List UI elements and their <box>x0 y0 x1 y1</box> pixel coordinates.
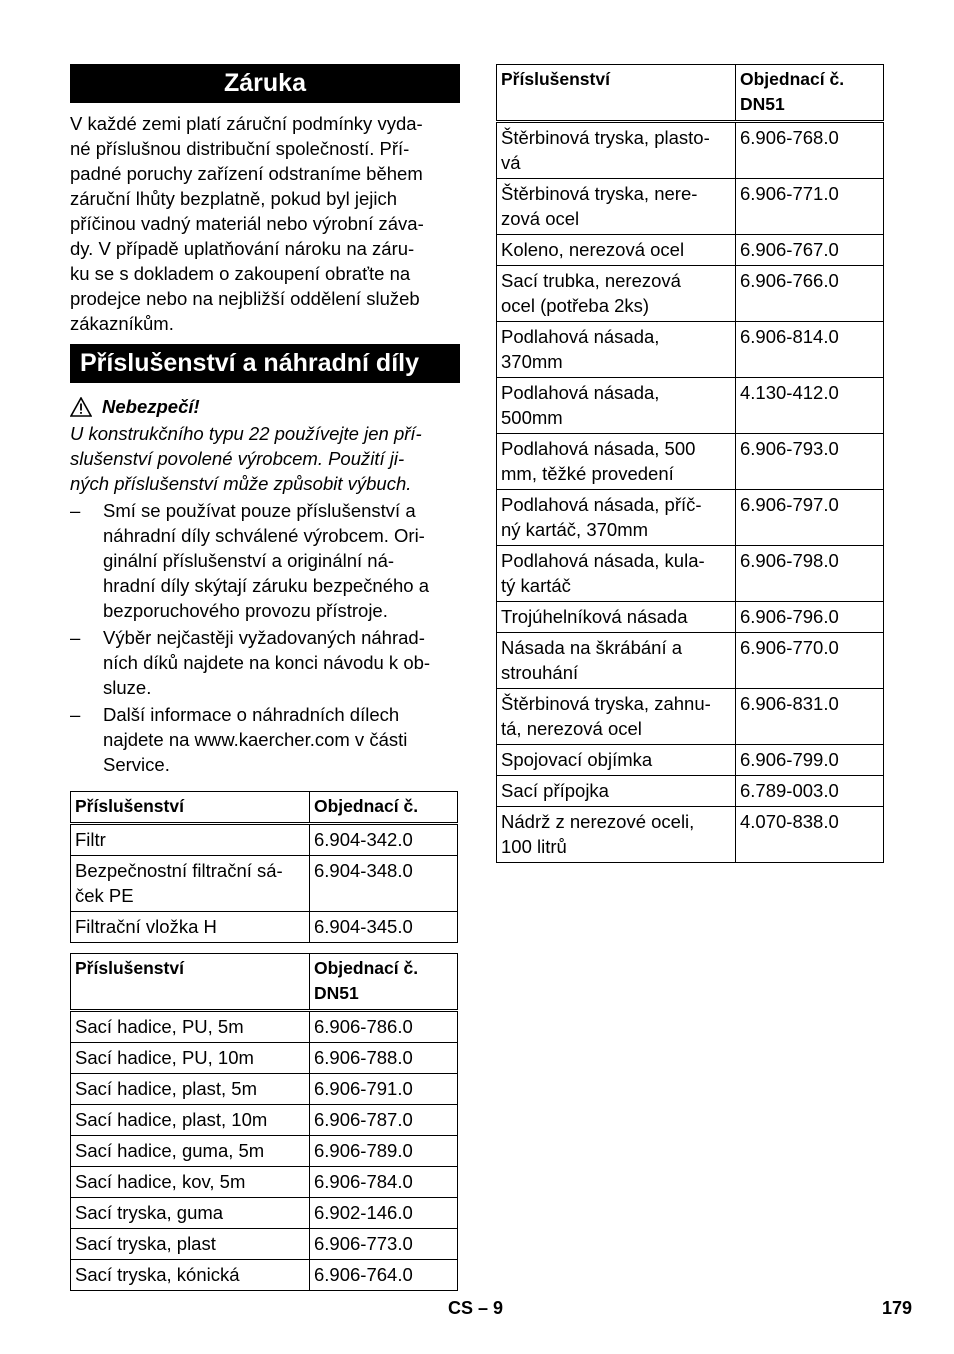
accessories-table-2 <box>70 953 458 1291</box>
list-item: – Smí se používat pouze příslušenství a náhradní díly schválené výrobcem. Ori- ginální příslušenství a originální ná- hradní díly skýtají záruku bezpečného a bezporuchového provozu přístroje. <box>70 500 429 621</box>
column-header-order-number: Objednací č. <box>310 792 458 824</box>
left-column <box>70 64 460 1291</box>
column-header-accessory: Příslušenství <box>71 792 310 824</box>
column-header-order-number: Objednací č. DN51 <box>310 954 458 1011</box>
danger-text: U konstrukčního typu 22 používejte jen pří- slušenství povolené výrobcem. Použití ji- ných příslušenství může způsobit výbuch. <box>70 423 422 494</box>
table-row: Sací trubka, nerezová ocel (potřeba 2ks) 6.906-766.0 <box>497 266 884 322</box>
table-row: Podlahová násada, kula- tý kartáč 6.906-798.0 <box>497 546 884 602</box>
table-row: Štěrbinová tryska, zahnu- tá, nerezová ocel 6.906-831.0 <box>497 689 884 745</box>
table-row: Podlahová násada, 500mm 4.130-412.0 <box>497 378 884 434</box>
accessories-table-1 <box>70 791 458 943</box>
table-row: Sací tryska, guma 6.902-146.0 <box>71 1198 458 1229</box>
table-row: Sací hadice, PU, 5m 6.906-786.0 <box>71 1011 458 1043</box>
table-row: Štěrbinová tryska, nere- zová ocel 6.906-771.0 <box>497 179 884 235</box>
table-header-row <box>497 65 884 122</box>
column-header-accessory: Příslušenství <box>497 65 736 122</box>
table-row: Spojovací objímka 6.906-799.0 <box>497 745 884 776</box>
list-item: – Další informace o náhradních dílech najdete na www.kaercher.com v části Service. <box>70 704 408 775</box>
table-row: Podlahová násada, 500 mm, těžké provedení 6.906-793.0 <box>497 434 884 490</box>
warranty-heading: Záruka <box>70 64 460 103</box>
table-row: Sací hadice, plast, 5m 6.906-791.0 <box>71 1074 458 1105</box>
table-header-row <box>71 792 458 824</box>
table-row: Filtr 6.904-342.0 <box>71 824 458 856</box>
table-row: Podlahová násada, příč- ný kartáč, 370mm 6.906-797.0 <box>497 490 884 546</box>
table-row: Koleno, nerezová ocel 6.906-767.0 <box>497 235 884 266</box>
footer-language-page: CS – 9 <box>448 1298 504 1318</box>
column-header-order-number: Objednací č. DN51 <box>736 65 884 122</box>
table-row: Bezpečnostní filtrační sá- ček PE 6.904-348.0 <box>71 856 458 912</box>
table-header-row <box>71 954 458 1011</box>
accessories-table-3 <box>496 64 884 863</box>
list-item: – Výběr nejčastěji vyžadovaných náhrad- ních díků najdete na konci návodu k ob- sluze. <box>70 627 431 698</box>
table-row: Sací tryska, plast 6.906-773.0 <box>71 1229 458 1260</box>
table-row: Sací hadice, kov, 5m 6.906-784.0 <box>71 1167 458 1198</box>
danger-notice <box>70 395 460 419</box>
table-row: Sací hadice, PU, 10m 6.906-788.0 <box>71 1043 458 1074</box>
accessories-bullet-list <box>70 498 460 777</box>
column-header-accessory: Příslušenství <box>71 954 310 1011</box>
warranty-text: V každé zemi platí záruční podmínky vyda- né příslušnou distribuční společností. Pří- padné poruchy zařízení odstraníme během záruční lhůty bezplatně, pokud byl jejich příčinou vadný materiál nebo výrobní záva- dy. V případě uplatňování nároku na záru- ku se s dokladem o zakoupení obraťte na prodejce nebo na nejbližší oddělení služeb zákazníkům. <box>70 113 424 334</box>
table-row: Sací hadice, guma, 5m 6.906-789.0 <box>71 1136 458 1167</box>
table-row: Sací přípojka 6.789-003.0 <box>497 776 884 807</box>
table-row: Násada na škrábání a strouhání 6.906-770.0 <box>497 633 884 689</box>
accessories-heading: Příslušenství a náhradní díly <box>70 344 460 383</box>
table-row: Nádrž z nerezové oceli, 100 litrů 4.070-838.0 <box>497 807 884 863</box>
table-row: Štěrbinová tryska, plasto- vá 6.906-768.0 <box>497 122 884 179</box>
table-row: Filtrační vložka H 6.904-345.0 <box>71 912 458 943</box>
right-column <box>496 64 884 863</box>
table-row: Sací tryska, kónická 6.906-764.0 <box>71 1260 458 1291</box>
danger-title: Nebezpečí! <box>102 396 200 417</box>
table-row: Podlahová násada, 370mm 6.906-814.0 <box>497 322 884 378</box>
warning-triangle-icon <box>70 397 92 417</box>
table-row: Sací hadice, plast, 10m 6.906-787.0 <box>71 1105 458 1136</box>
table-row: Trojúhelníková násada 6.906-796.0 <box>497 602 884 633</box>
page-number: 179 <box>881 1298 912 1318</box>
